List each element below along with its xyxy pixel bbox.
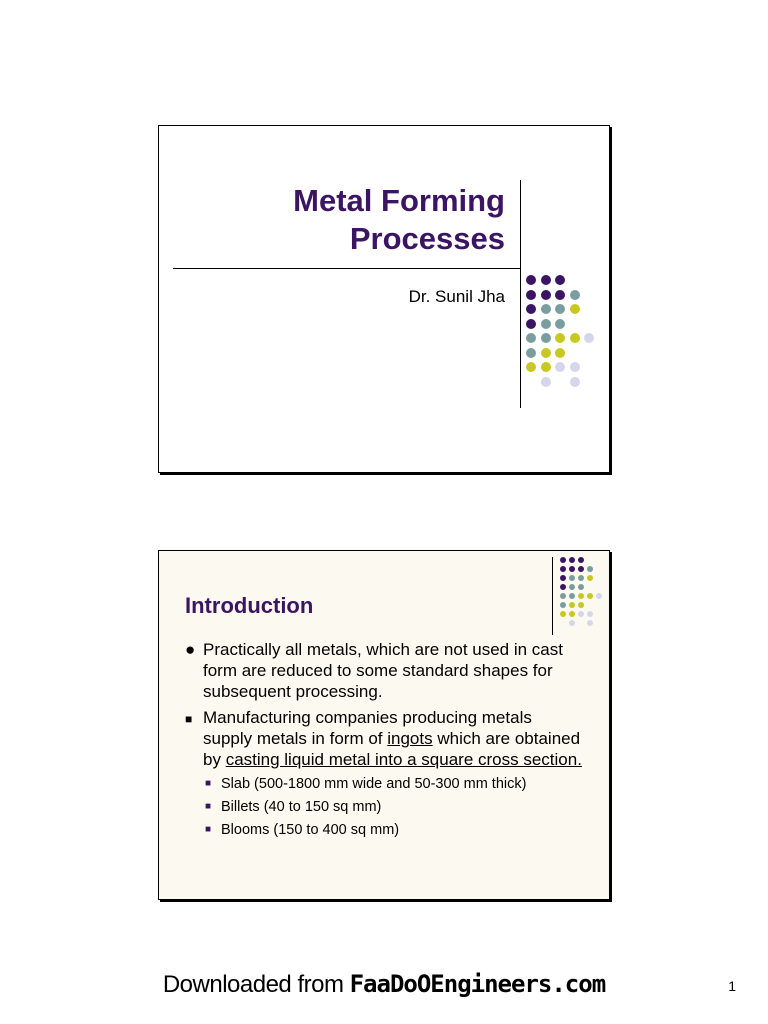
decorative-dot xyxy=(555,290,565,300)
small-square-bullet-icon: ■ xyxy=(205,824,212,835)
decorative-dot xyxy=(555,362,565,372)
decorative-dot xyxy=(578,575,584,581)
decorative-dot xyxy=(541,348,551,358)
title-line-2: Processes xyxy=(349,221,505,256)
decorative-dot xyxy=(541,275,551,285)
square-bullet-icon: ■ xyxy=(185,712,193,726)
decorative-dot xyxy=(570,377,580,387)
decorative-dot xyxy=(560,557,566,563)
decorative-dot xyxy=(541,304,551,314)
decorative-dot xyxy=(560,575,566,581)
author-name: Dr. Sunil Jha xyxy=(408,287,505,306)
small-square-bullet-icon: ■ xyxy=(205,778,212,789)
decorative-dot xyxy=(526,319,536,329)
decorative-dot xyxy=(541,362,551,372)
decorative-dot xyxy=(587,593,593,599)
ingots-term: ingots xyxy=(387,729,433,748)
decorative-dot xyxy=(555,333,565,343)
decorative-dot xyxy=(570,333,580,343)
decorative-dot xyxy=(560,584,566,590)
decorative-dot xyxy=(587,620,593,626)
decorative-dot xyxy=(584,333,594,343)
decorative-dot xyxy=(578,602,584,608)
decorative-dot xyxy=(526,290,536,300)
decorative-dot xyxy=(569,557,575,563)
decorative-dot xyxy=(555,348,565,358)
decorative-dot xyxy=(578,557,584,563)
decorative-dot xyxy=(541,377,551,387)
slide-title: Introduction xyxy=(185,593,314,618)
casting-phrase: casting liquid metal into a square cross section. xyxy=(225,750,582,769)
decorative-dot xyxy=(555,304,565,314)
title-line-1: Metal Forming xyxy=(293,183,505,218)
decorative-dot xyxy=(569,584,575,590)
decorative-dot xyxy=(587,566,593,572)
decorative-dot xyxy=(555,319,565,329)
decorative-dot xyxy=(569,575,575,581)
decorative-dot xyxy=(560,611,566,617)
decorative-dot xyxy=(526,362,536,372)
decorative-dot xyxy=(596,593,602,599)
sub-bullet-item: ■ Slab (500-1800 mm wide and 50-300 mm thick) xyxy=(205,776,527,792)
horizontal-divider xyxy=(173,268,520,269)
decorative-dot xyxy=(569,620,575,626)
footer-prefix: Downloaded from xyxy=(162,971,350,998)
bullet-item: ● Practically all metals, which are not used in cast form are reduced to some standard shapes for subsequent processing. xyxy=(185,640,563,701)
download-footer xyxy=(0,970,768,999)
decorative-dot xyxy=(578,566,584,572)
title-slide xyxy=(158,125,610,473)
decorative-dot xyxy=(569,611,575,617)
decorative-dot xyxy=(578,584,584,590)
decorative-dot xyxy=(569,593,575,599)
small-square-bullet-icon: ■ xyxy=(205,801,212,812)
decorative-dot xyxy=(560,602,566,608)
vertical-divider xyxy=(520,180,521,408)
decorative-dot xyxy=(526,304,536,314)
decorative-dot xyxy=(541,290,551,300)
decorative-dot xyxy=(541,333,551,343)
round-bullet-icon: ● xyxy=(185,640,196,659)
decorative-dot xyxy=(578,593,584,599)
sub-bullet-item: ■ Billets (40 to 150 sq mm) xyxy=(205,799,382,815)
decorative-dot xyxy=(587,575,593,581)
slide-content xyxy=(185,639,585,844)
decorative-dot xyxy=(570,362,580,372)
decorative-dot xyxy=(560,593,566,599)
decorative-dot xyxy=(570,304,580,314)
page-number: 1 xyxy=(728,978,736,994)
vertical-divider xyxy=(552,557,553,635)
footer-site: FaaDoOEngineers.com xyxy=(349,970,606,998)
decorative-dot xyxy=(569,566,575,572)
decorative-dot xyxy=(555,275,565,285)
introduction-slide xyxy=(158,550,610,900)
decorative-dot xyxy=(569,602,575,608)
decorative-dot xyxy=(587,611,593,617)
bullet-item: ■ Manufacturing companies producing metals supply metals in form of ingots which are obtained by casting liquid metal into a square cross section. xyxy=(185,708,582,769)
decorative-dot xyxy=(541,319,551,329)
decorative-dot xyxy=(578,611,584,617)
sub-bullet-item: ■ Blooms (150 to 400 sq mm) xyxy=(205,822,400,838)
decorative-dot xyxy=(570,290,580,300)
decorative-dot xyxy=(526,275,536,285)
decorative-dot xyxy=(560,566,566,572)
decorative-dot xyxy=(526,333,536,343)
decorative-dot xyxy=(526,348,536,358)
slide-title xyxy=(293,182,505,258)
